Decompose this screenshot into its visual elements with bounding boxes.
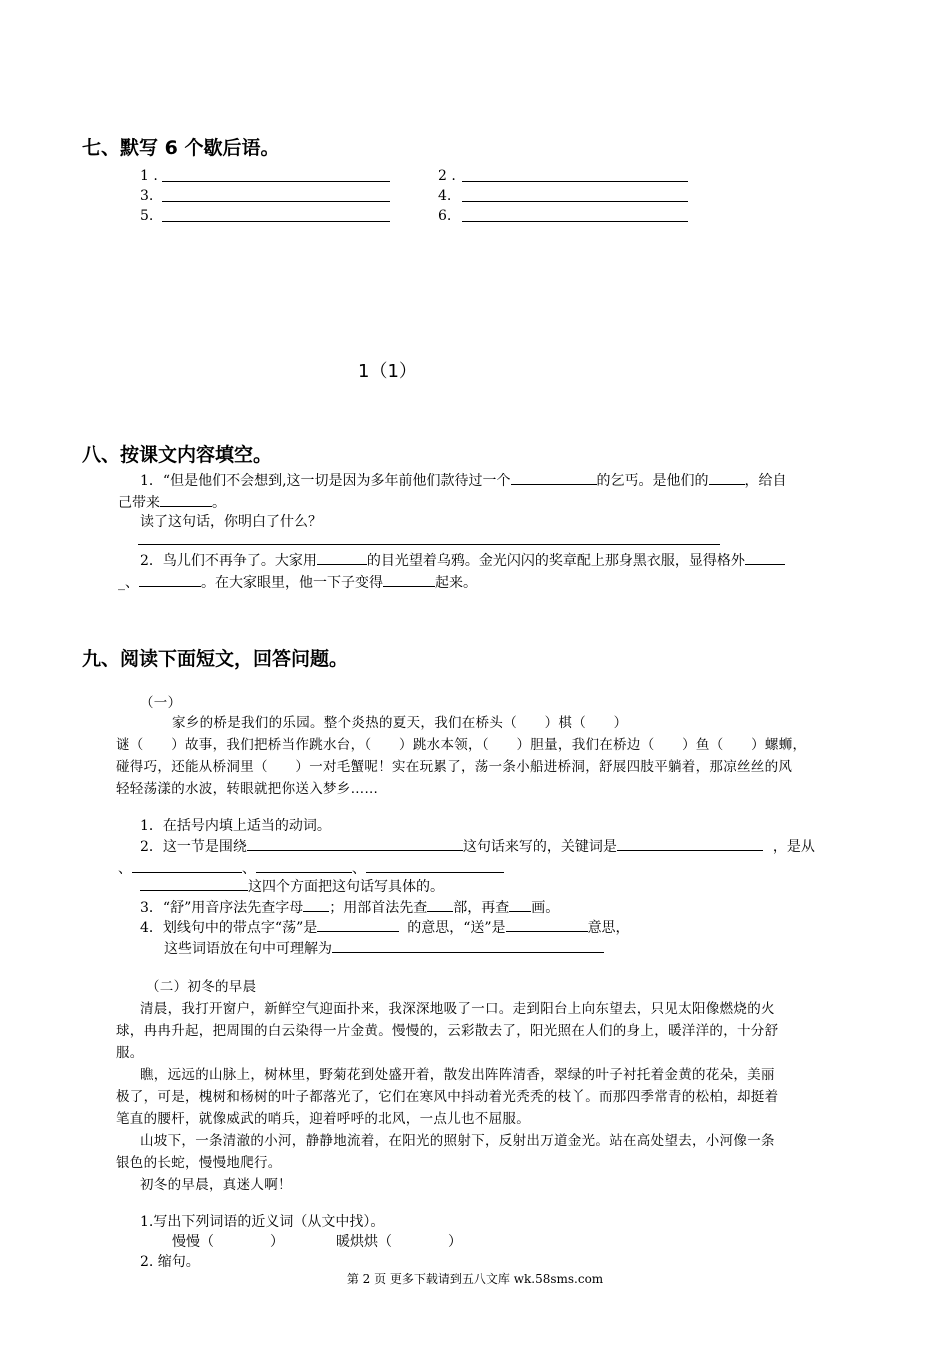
text: 部，再查 (453, 900, 510, 916)
text: 的乞丐。是他们的 (596, 473, 709, 489)
blank[interactable] (303, 897, 329, 912)
page-marker: 1（1） (358, 361, 417, 382)
question-9-4 (140, 917, 630, 938)
synonym-item[interactable]: 慢慢（ ） (172, 1234, 284, 1250)
passage-2-line: 山坡下，一条清澈的小河，静静地流着，在阳光的照射下，反射出万道金光。站在高处望去，小河像一条 (140, 1133, 775, 1149)
text: 这句话来写的，关键词是 (462, 839, 617, 855)
question-8-1-cont (118, 492, 226, 513)
text: 的目光望着乌鸦。金光闪闪的奖章配上那身黑衣服，显得格外 (366, 553, 745, 569)
blank[interactable] (139, 572, 201, 587)
question-8-1 (140, 470, 787, 491)
text: 意思， (587, 920, 630, 936)
blank[interactable] (332, 938, 604, 953)
section7-title: 七、默写 6 个歇后语。 (82, 137, 280, 159)
text: 。在大家眼里，他一下子变得 (201, 575, 383, 591)
text: 1．“但是他们不会想到,这一切是因为多年前他们款待过一个 (140, 473, 511, 489)
blank[interactable] (256, 858, 352, 873)
blank[interactable] (745, 550, 785, 565)
text: 这些词语放在句中可理解为 (164, 941, 332, 957)
synonym-item[interactable]: 暖烘烘（ ） (336, 1234, 462, 1250)
passage-2-line: 清晨，我打开窗户，新鲜空气迎面扑来，我深深地吸了一口。走到阳台上向东望去，只见太阳像燃烧的火 (140, 1001, 775, 1017)
answer-line[interactable] (138, 544, 720, 545)
text: 3．“舒”用音序法先查字母 (140, 900, 304, 916)
passage-1-line: 谜（ ）故事，我们把桥当作跳水台，（ ）跳水本领，（ ）胆量，我们在桥边（ ）鱼（ ）螺蛳， (116, 737, 807, 753)
blank[interactable] (132, 858, 242, 873)
passage-1-line: 碰得巧，还能从桥洞里（ ）一对毛蟹呢！实在玩累了，荡一条小船进桥洞，舒展四肢平躺着，那凉丝丝的风 (116, 759, 793, 775)
passage-2-line: 初冬的早晨，真迷人啊！ (140, 1177, 292, 1193)
blank[interactable] (506, 917, 588, 932)
text: 这四个方面把这句话写具体的。 (248, 879, 444, 895)
text: 2．这一节是围绕 (140, 839, 247, 855)
list-item: 3. (140, 188, 154, 204)
passage-2-line: 银色的长蛇，慢慢地爬行。 (116, 1155, 282, 1171)
answer-line[interactable] (462, 221, 688, 222)
passage-2-line: 极了，可是，槐树和杨树的叶子都落光了，它们在寒风中抖动着光秃秃的枝丫。而那四季常青的松柏，却挺着 (116, 1089, 779, 1105)
passage-1-label: （一） (140, 695, 182, 711)
list-item: 1 . (140, 168, 158, 184)
blank[interactable] (317, 550, 367, 565)
answer-line[interactable] (162, 181, 390, 182)
text: ，是从 (772, 839, 815, 855)
question-b-2: 2. 缩句。 (140, 1254, 200, 1270)
passage-2-line: 瞧，远远的山脉上，树林里，野菊花到处盛开着，散发出阵阵清香，翠绿的叶子衬托着金黄的花朵，美丽 (140, 1067, 775, 1083)
question-9-1: 1．在括号内填上适当的动词。 (140, 818, 331, 834)
passage-1-line: 家乡的桥是我们的乐园。整个炎热的夏天，我们在桥头（ ）棋（ ） (172, 715, 628, 731)
section9-title: 九、阅读下面短文，回答问题。 (82, 648, 349, 670)
blank[interactable] (617, 836, 763, 851)
blank[interactable] (709, 470, 745, 485)
blank[interactable] (509, 897, 531, 912)
question-9-2-cont2 (140, 876, 444, 897)
blank[interactable] (317, 917, 399, 932)
text: ；用部首法先查 (329, 900, 428, 916)
text: 起来。 (435, 575, 477, 591)
question-b-1: 1.写出下列词语的近义词（从文中找）。 (140, 1214, 385, 1230)
list-item: 6. (438, 208, 452, 224)
text: 。 (212, 495, 226, 511)
text: 的意思，“送”是 (407, 920, 506, 936)
question-8-1-prompt: 读了这句话，你明白了什么？ (140, 514, 322, 530)
question-9-3 (140, 897, 559, 918)
blank[interactable] (140, 876, 248, 891)
text: ，给自 (744, 473, 787, 489)
blank[interactable] (383, 572, 435, 587)
text: 、 (242, 861, 256, 877)
passage-2-line: 球，冉冉升起，把周围的白云染得一片金黄。慢慢的，云彩散去了，阳光照在人们的身上，暖洋洋的，十分舒 (116, 1023, 779, 1039)
text: 己带来 (118, 495, 160, 511)
question-8-2 (140, 550, 785, 571)
section8-title: 八、按课文内容填空。 (82, 444, 273, 466)
blank[interactable] (366, 858, 504, 873)
text: 4．划线句中的带点字“荡”是 (140, 920, 318, 936)
blank[interactable] (511, 470, 597, 485)
blank[interactable] (247, 836, 463, 851)
question-8-2-cont (118, 572, 477, 593)
page-footer: 第 2 页 更多下载请到五八文库 wk.58sms.com (346, 1272, 604, 1286)
list-item: 5. (140, 208, 154, 224)
answer-line[interactable] (162, 221, 390, 222)
blank[interactable] (160, 492, 212, 507)
text: 2．鸟儿们不再争了。大家用 (140, 553, 317, 569)
text: 、 (118, 861, 132, 877)
passage-2-line: 服。 (116, 1045, 144, 1061)
answer-line[interactable] (462, 181, 688, 182)
passage-2-line: 笔直的腰杆，就像威武的哨兵，迎着呼呼的北风，一点儿也不屈服。 (116, 1111, 530, 1127)
passage-1-line: 轻轻荡漾的水波，转眼就把你送入梦乡…… (116, 781, 379, 797)
list-item: 4. (438, 188, 452, 204)
blank[interactable] (427, 897, 453, 912)
answer-line[interactable] (162, 201, 390, 202)
question-9-2 (140, 836, 815, 857)
question-9-4-cont (164, 938, 604, 959)
list-item: 2 . (438, 168, 456, 184)
text: _、 (118, 575, 139, 591)
answer-line[interactable] (462, 201, 688, 202)
text: 画。 (531, 900, 560, 916)
passage-2-title: （二）初冬的早晨 (146, 979, 257, 995)
text: 、 (352, 861, 366, 877)
